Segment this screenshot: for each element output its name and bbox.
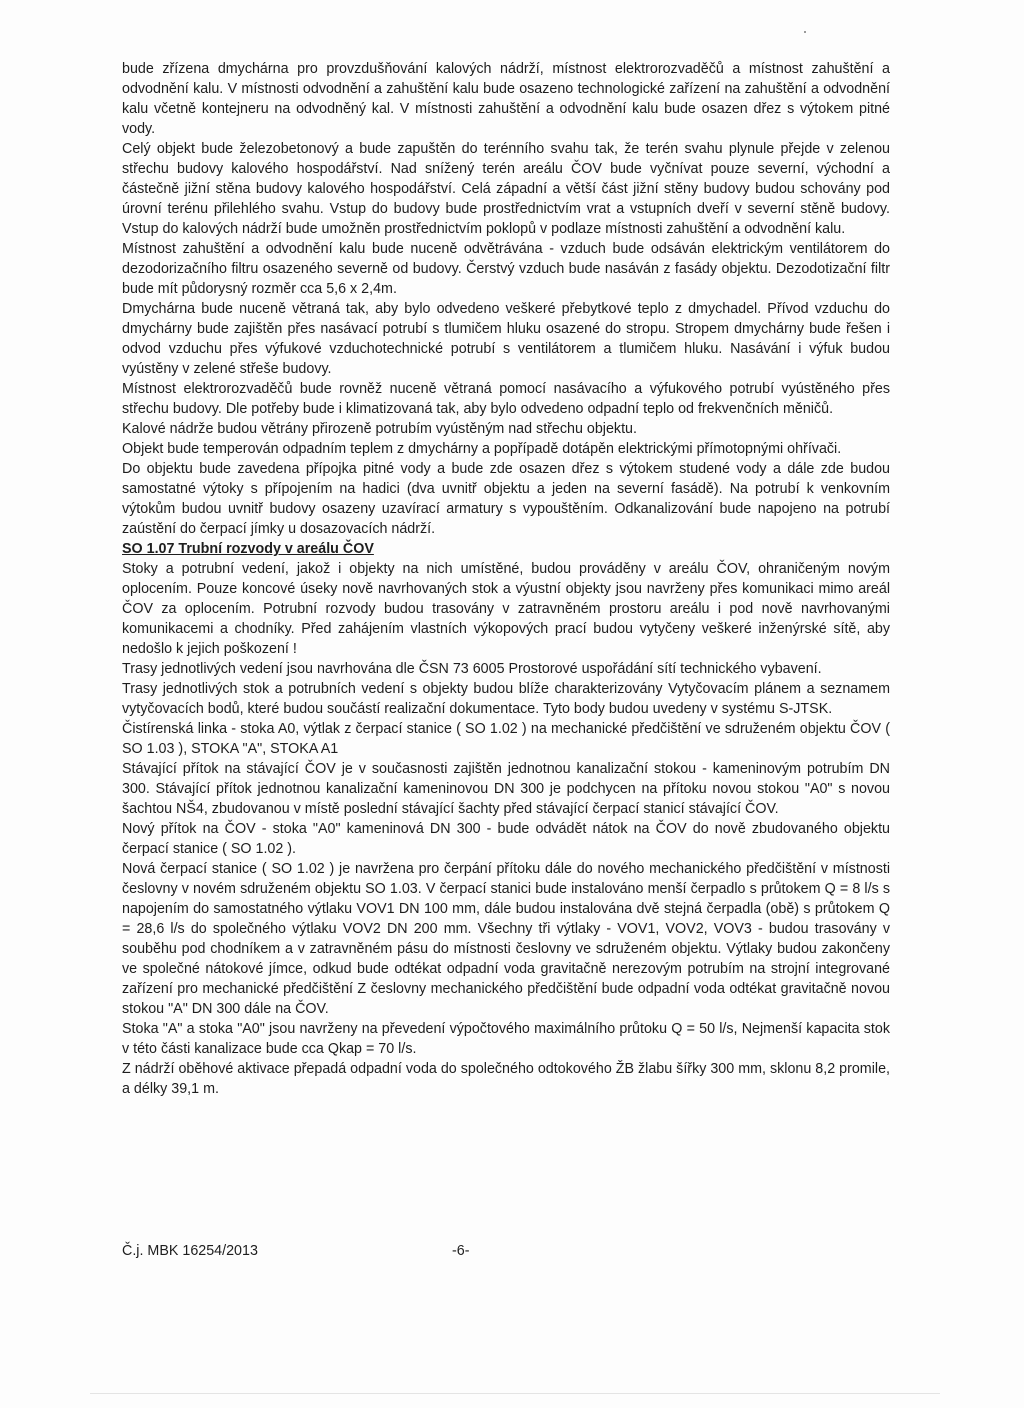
paragraph: Z nádrží oběhové aktivace přepadá odpadní voda do společného odtokového ŽB žlabu šířky 300 mm, sklonu 8,2 promile, a délky 39,1 m. [122, 1061, 890, 1097]
paragraph: Kalové nádrže budou větrány přirozeně potrubím vyústěným nad střechu objektu. [122, 421, 637, 437]
paragraph: Do objektu bude zavedena přípojka pitné vody a bude zde osazen dřez s výtokem studené vody a dále zde budou samostatné výtoky s přípojením na hadici (dva uvnitř objektu a jeden na severní fasádě). Na potrubí k venkovním výtokům budou uvnitř budovy osazeny uzavírací armatury s vypouštěním. Odkanalizování bude napojeno na potrubí zaústění do čerpací jímky u dosazovacích nádrží. [122, 461, 890, 537]
paragraph: Stoky a potrubní vedení, jakož i objekty na nich umístěné, budou prováděny v areálu ČOV, ohraničeným novým oplocením. Pouze koncové úseky nově navrhovaných stok a výustní objekty jsou navrženy přes komunikaci mimo areál ČOV za oplocením. Potrubní rozvody budou trasovány v zatravněném prostoru areálu i pod nově navrhovanými komunikacemi a chodníky. Před zahájením vlastních výkopových prací budou vytyčeny veškeré inženýrské sítě, aby nedošlo k jejich poškození ! [122, 561, 890, 657]
section-heading: SO 1.07 Trubní rozvody v areálu ČOV [122, 541, 374, 557]
paragraph: Čistírenská linka - stoka A0, výtlak z čerpací stanice ( SO 1.02 ) na mechanické předčištění ve sdruženém objektu ČOV ( SO 1.03 ), STOKA "A", STOKA A1 [122, 721, 890, 757]
paragraph: Trasy jednotlivých stok a potrubních vedení s objekty budou blíže charakterizovány Vytyčovacím plánem a seznamem vytyčovacích bodů, které budou součástí realizační dokumentace. Tyto body budou uvedeny v systému S-JTSK. [122, 681, 890, 717]
paragraph: Objekt bude temperován odpadním teplem z dmychárny a popřípadě dotápěn elektrickými přímotopnými ohřívači. [122, 441, 842, 457]
document-body [122, 59, 890, 1099]
scan-speck [804, 31, 806, 33]
paragraph: Dmychárna bude nuceně větraná tak, aby bylo odvedeno veškeré přebytkové teplo z dmychadel. Přívod vzduchu do dmychárny bude zajištěn přes nasávací potrubí s tlumičem hluku osazené do stropu. Stropem dmychárny bude řešen i odvod vzduchu přes výfukové vzduchotechnické potrubí s ventilátorem a tlumičem hluku. Nasávání i výfuk budou vyústěny v zelené střeše budovy. [122, 301, 890, 377]
paragraph: Místnost zahuštění a odvodnění kalu bude nuceně odvětrávána - vzduch bude odsáván elektrickým ventilátorem do dezodorizačního filtru osazeného severně od budovy. Čerstvý vzduch bude nasáván z fasády objektu. Dezodotizační filtr bude mít půdorysný rozměr cca 5,6 x 2,4m. [122, 241, 890, 297]
paragraph: Stávající přítok na stávající ČOV je v současnosti zajištěn jednotnou kanalizační stokou - kameninovým potrubím DN 300. Stávající přítok jednotnou kanalizační kameninovou DN 300 je podchycen na přítoku novou stokou "A0" s novou šachtou NŠ4, zbudovanou v místě poslední stávající šachty před stávající čerpací stanicí stávající ČOV. [122, 761, 890, 817]
paragraph: Trasy jednotlivých vedení jsou navrhována dle ČSN 73 6005 Prostorové uspořádání sítí technického vybavení. [122, 661, 822, 677]
paragraph: Nový přítok na ČOV - stoka "A0" kameninová DN 300 - bude odvádět nátok na ČOV do nově zbudovaného objektu čerpací stanice ( SO 1.02 ). [122, 821, 890, 857]
paragraph: Stoka "A" a stoka "A0" jsou navrženy na převedení výpočtového maximálního průtoku Q = 50 l/s, Nejmenší kapacita stok v této části kanalizace bude cca Qkap = 70 l/s. [122, 1021, 890, 1057]
scan-artifact-line [90, 1393, 940, 1394]
paragraph: Celý objekt bude železobetonový a bude zapuštěn do terénního svahu tak, že terén svahu plynule přejde v zelenou střechu budovy kalového hospodářství. Nad snížený terén areálu ČOV bude vyčnívat pouze severní, východní a částečně jižní stěna budovy kalového hospodářství. Celá západní a větší část jižní stěny budovy budou schovány pod úrovní terénu přilehlého svahu. Vstup do budovy bude prostřednictvím vrat a vstupních dveří v severní stěně budovy. Vstup do kalových nádrží bude umožněn prostřednictvím poklopů v podlaze místnosti zahuštění a odvodnění kalu. [122, 141, 890, 237]
document-reference: Č.j. MBK 16254/2013 [122, 1243, 258, 1259]
paragraph: Místnost elektrorozvaděčů bude rovněž nuceně větraná pomocí nasávacího a výfukového potrubí vyústěného přes střechu budovy. Dle potřeby bude i klimatizovaná tak, aby bylo odvedeno odpadní teplo od frekvenčních měničů. [122, 381, 890, 417]
page-number: -6- [452, 1243, 470, 1259]
paragraph: Nová čerpací stanice ( SO 1.02 ) je navržena pro čerpání přítoku dále do nového mechanického předčištění v místnosti česlovny v novém sdruženém objektu SO 1.03. V čerpací stanici bude instalováno menší čerpadlo s průtokem Q = 8 l/s s napojením do samostatného výtlaku VOV1 DN 100 mm, dále budou instalována dvě stejná čerpadla (obě) s průtokem Q = 28,6 l/s do společného výtlaku VOV2 DN 200 mm. Všechny tři výtlaky - VOV1, VOV2, VOV3 - budou trasovány v souběhu pod chodníkem a v zatravněném pásu do místnosti česlovny ve sdruženém objektu. Výtlaky budou zakončeny ve společné nátokové jímce, odkud bude odtékat odpadní voda gravitačně nerezovým potrubím na strojní integrované zařízení pro mechanické předčištění Z česlovny mechanického předčištění bude odpadní voda odtékat gravitačně novou stokou "A" DN 300 dále na ČOV. [122, 861, 890, 1017]
paragraph: bude zřízena dmychárna pro provzdušňování kalových nádrží, místnost elektrorozvaděčů a místnost zahuštění a odvodnění kalu. V místnosti odvodnění a zahuštění kalu bude osazeno technologické zařízení na zahuštění a odvodnění kalu včetně kontejneru na odvodněný kal. V místnosti zahuštění a odvodnění kalu bude osazen dřez s výtokem pitné vody. [122, 61, 890, 137]
